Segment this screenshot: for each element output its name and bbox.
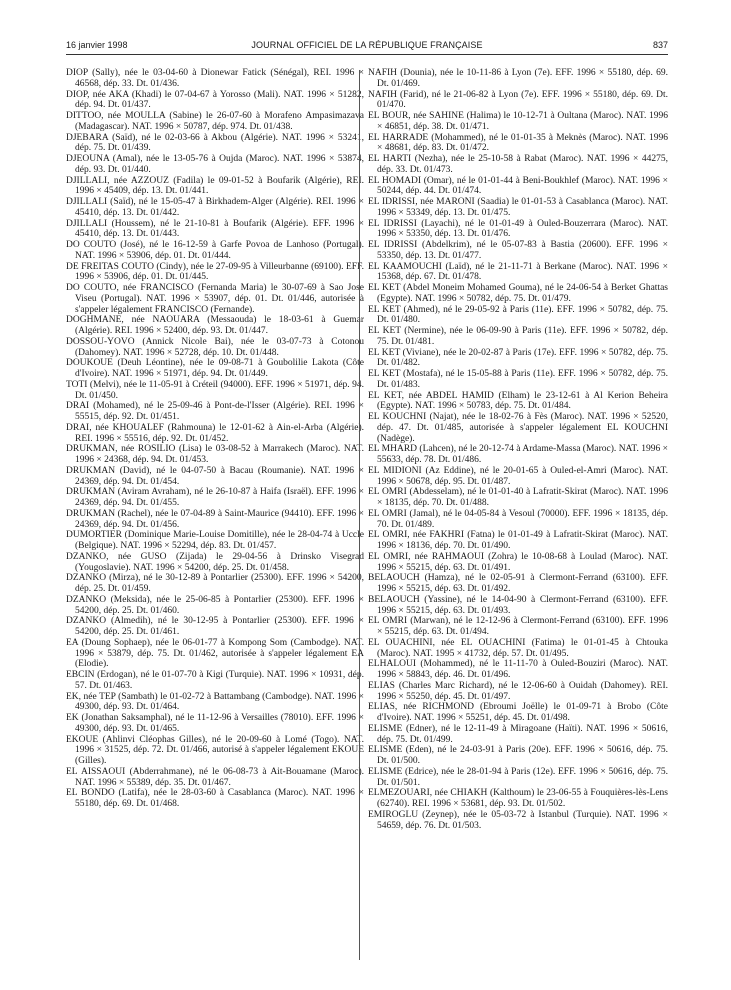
registry-entry: DJEOUNA (Amal), née le 13-05-76 à Oujda (Maroc). NAT. 1996 × 53874, dép. 93. Dt. 01/440. bbox=[66, 154, 364, 175]
registry-entry: DZANKO, née GUSO (Zijada) le 29-04-56 à Drinsko Visegrad (Yougoslavie). NAT. 1996 × 54200, dép. 25. Dt. 01/458. bbox=[66, 551, 364, 573]
registry-entry: EL IDRISSI, née MARONI (Saadia) le 01-01-53 à Casablanca (Maroc). NAT. 1996 × 53349, dép. 13. Dt. 01/475. bbox=[368, 197, 668, 218]
registry-entry: DRAI, née KHOUALEF (Rahmouna) le 12-01-62 à Ain-el-Arba (Algérie). REI. 1996 × 55516, dép. 92. Dt. 01/452. bbox=[66, 422, 364, 444]
registry-entry: EL KET (Abdel Moneim Mohamed Gouma), né le 24-06-54 à Berket Ghattas (Egypte). NAT. 1996 × 50782, dép. 75. Dt. 01/479. bbox=[368, 283, 668, 304]
page-header bbox=[66, 40, 668, 54]
registry-entry: TOTI (Melvi), née le 11-05-91 à Créteil (94000). EFF. 1996 × 51971, dép. 94. Dt. 01/450. bbox=[66, 379, 364, 401]
registry-entry: DJILLALI (Houssem), né le 21-10-81 à Boufarik (Algérie). EFF. 1996 × 45410, dép. 13. Dt. 01/443. bbox=[66, 218, 364, 240]
registry-entry: EL AISSAOUI (Abderrahmane), né le 06-08-73 à Ait-Bouamane (Maroc). NAT. 1996 × 55389, dép. 35. Dt. 01/467. bbox=[66, 766, 364, 788]
registry-entry: DIOP (Sally), née le 03-04-60 à Dionewar Fatick (Sénégal), REI. 1996 × 46568, dép. 33. Dt. 01/436. bbox=[66, 68, 364, 89]
registry-entry: EL KAAMOUCHI (Laïd), né le 21-11-71 à Berkane (Maroc). NAT. 1996 × 15368, dép. 67. Dt. 01/478. bbox=[368, 261, 668, 283]
registry-entry: DRUKMAN (Rachel), née le 07-04-89 à Saint-Maurice (94410). EFF. 1996 × 24369, dép. 94. Dt. 01/456. bbox=[66, 508, 364, 530]
registry-entry: DJILLALI, née AZZOUZ (Fadila) le 09-01-52 à Boufarik (Algérie), REI. 1996 × 45409, dép. 13. Dt. 01/441. bbox=[66, 175, 364, 197]
registry-entry: EA (Doung Sophaep), née le 06-01-77 à Kompong Som (Cambodge). NAT. 1996 × 53879, dép. 75. Dt. 01/462, autorisée à s'appeler légalement EA (Elodie). bbox=[66, 637, 364, 670]
registry-entry: DRAI (Mohamed), né le 25-09-46 à Pont-de-l'Isser (Algérie). REI. 1996 × 55515, dép. 92. Dt. 01/451. bbox=[66, 401, 364, 422]
registry-entry: EL BOUR, née SAHINE (Halima) le 10-12-71 à Oultana (Maroc). NAT. 1996 × 46851, dép. 38. Dt. 01/471. bbox=[368, 111, 668, 132]
registry-entry: EL KOUCHNI (Najat), née le 18-02-76 à Fès (Maroc). NAT. 1996 × 52520, dép. 47. Dt. 01/485, autorisée à s'appeler légalement EL KOUCHNI (Nadège). bbox=[368, 412, 668, 444]
registry-entry: EL MIDIONI (Az Eddine), né le 20-01-65 à Ouled-el-Amri (Maroc). NAT. 1996 × 50678, dép. 95. Dt. 01/487. bbox=[368, 465, 668, 487]
registry-entry: EL KET, née ABDEL HAMID (Elham) le 23-12-61 à Al Kerion Beheira (Egypte). NAT. 1996 × 50783, dép. 75. Dt. 01/484. bbox=[368, 390, 668, 412]
registry-entry: EL KET (Mostafa), né le 15-05-88 à Paris (11e). EFF. 1996 × 50782, dép. 75. Dt. 01/483. bbox=[368, 369, 668, 390]
registry-entry: BELAOUCH (Hamza), né le 02-05-91 à Clermont-Ferrand (63100). EFF. 1996 × 55215, dép. 63. Dt. 01/492. bbox=[368, 573, 668, 594]
registry-entry: DOSSOU-YOVO (Annick Nicole Bai), née le 03-07-73 à Cotonou (Dahomey). NAT. 1996 × 52728, dép. 10. Dt. 01/448. bbox=[66, 336, 364, 358]
journal-title: JOURNAL OFFICIEL DE LA RÉPUBLIQUE FRANÇAISE bbox=[251, 40, 483, 50]
registry-entry: DZANKO (Almedih), né le 30-12-95 à Pontarlier (25300). EFF. 1996 × 54200, dép. 25. Dt. 01/461. bbox=[66, 616, 364, 637]
registry-entry: EMIROGLU (Zeynep), née le 05-03-72 à Istanbul (Turquie). NAT. 1996 × 54659, dép. 76. Dt. 01/503. bbox=[368, 809, 668, 831]
registry-entry: EL IDRISSI (Abdelkrim), né le 05-07-83 à Bastia (20600). EFF. 1996 × 53350, dép. 13. Dt. 01/477. bbox=[368, 240, 668, 261]
registry-entry: ELHALOUI (Mohammed), né le 11-11-70 à Ouled-Bouziri (Maroc). NAT. 1996 × 58843, dép. 46. Dt. 01/496. bbox=[368, 659, 668, 680]
registry-entry: DJILLALI (Saïd), né le 15-05-47 à Birkhadem-Alger (Algérie). REI. 1996 × 45410, dép. 13. Dt. 01/442. bbox=[66, 197, 364, 218]
registry-entry: EL KET (Viviane), née le 20-02-87 à Paris (17e). EFF. 1996 × 50782, dép. 75. Dt. 01/482. bbox=[368, 347, 668, 369]
registry-entry: ELIAS (Charles Marc Richard), né le 12-06-60 à Ouidah (Dahomey). REI. 1996 × 55250, dép. 45. Dt. 01/497. bbox=[368, 680, 668, 702]
registry-entry: EL IDRISSI (Layachi), né le 01-01-49 à Ouled-Bouzerrara (Maroc). NAT. 1996 × 53350, dép. 13. Dt. 01/476. bbox=[368, 218, 668, 240]
registry-entry: EL OMRI (Abdesselam), né le 01-01-40 à Lafratit-Skirat (Maroc). NAT. 1996 × 18135, dép. 70. Dt. 01/488. bbox=[368, 487, 668, 508]
header-date: 16 janvier 1998 bbox=[66, 40, 128, 50]
column-divider bbox=[359, 70, 360, 960]
registry-entry: EL OMRI (Marwan), né le 12-12-96 à Clermont-Ferrand (63100). EFF. 1996 × 55215, dép. 63. Dt. 01/494. bbox=[368, 616, 668, 637]
registry-entry: EL OMRI, née FAKHRI (Fatna) le 01-01-49 à Lafratit-Skirat (Maroc). NAT. 1996 × 18136, dép. 70. Dt. 01/490. bbox=[368, 530, 668, 551]
registry-entry: DIOP, née AKA (Khadi) le 07-04-67 à Yorosso (Mali). NAT. 1996 × 51282, dép. 94. Dt. 01/437. bbox=[66, 89, 364, 111]
registry-entry: EL KET (Nermine), née le 06-09-90 à Paris (11e). EFF. 1996 × 50782, dép. 75. Dt. 01/481. bbox=[368, 326, 668, 347]
registry-entry: EL HARRADE (Mohammed), né le 01-01-35 à Meknès (Maroc). NAT. 1996 × 48681, dép. 83. Dt. 01/472. bbox=[368, 132, 668, 154]
registry-entry: DO COUTO, née FRANCISCO (Fernanda Maria) le 30-07-69 à Sao Jose Viseu (Portugal). NAT. 1996 × 53907, dép. 01. Dt. 01/446, autorisée à s'appeler légalement FRANCISCO (Fernande). bbox=[66, 283, 364, 315]
registry-entry: EL OMRI (Jamal), né le 04-05-84 à Vesoul (70000). EFF. 1996 × 18135, dép. 70. Dt. 01/489. bbox=[368, 508, 668, 530]
left-column bbox=[66, 68, 364, 810]
registry-entry: EL MHARD (Lahcen), né le 20-12-74 à Ardame-Massa (Maroc). NAT. 1996 × 55633, dép. 78. Dt. 01/486. bbox=[368, 444, 668, 465]
registry-entry: DOGHMANE, née NAOUARA (Messaouda) le 18-03-61 à Guemar (Algérie). REI. 1996 × 52400, dép. 93. Dt. 01/447. bbox=[66, 315, 364, 336]
registry-entry: EL KET (Ahmed), né le 29-05-92 à Paris (11e). EFF. 1996 × 50782, dép. 75. Dt. 01/480. bbox=[368, 304, 668, 326]
registry-entry: ELISME (Edrice), née le 28-01-94 à Paris (12e). EFF. 1996 × 50616, dép. 75. Dt. 01/501. bbox=[368, 766, 668, 788]
registry-entry: EL OMRI, née RAHMAOUI (Zohra) le 10-08-68 à Loulad (Maroc). NAT. 1996 × 55215, dép. 63. Dt. 01/491. bbox=[368, 551, 668, 573]
header-rule bbox=[66, 54, 668, 55]
registry-entry: DO COUTO (José), né le 16-12-59 à Garfe Povoa de Lanhoso (Portugal). NAT. 1996 × 53906, dép. 01. Dt. 01/444. bbox=[66, 240, 364, 261]
registry-entry: ELMEZOUARI, née CHIAKH (Kalthoum) le 23-06-55 à Fouquières-lès-Lens (62740). REI. 1996 × 53681, dép. 93. Dt. 01/502. bbox=[368, 788, 668, 809]
registry-entry: ELISME (Eden), né le 24-03-91 à Paris (20e). EFF. 1996 × 50616, dép. 75. Dt. 01/500. bbox=[368, 745, 668, 766]
right-column bbox=[368, 68, 668, 831]
registry-entry: DRUKMAN (Aviram Avraham), né le 26-10-87 à Haifa (Israël). EFF. 1996 × 24369, dép. 94. Dt. 01/455. bbox=[66, 487, 364, 508]
registry-entry: BELAOUCH (Yassine), né le 14-04-90 à Clermont-Ferrand (63100). EFF. 1996 × 55215, dép. 63. Dt. 01/493. bbox=[368, 594, 668, 616]
registry-entry: DZANKO (Meksida), née le 25-06-85 à Pontarlier (25300). EFF. 1996 × 54200, dép. 25. Dt. 01/460. bbox=[66, 594, 364, 616]
registry-entry: DITTOO, née MOULLA (Sabine) le 26-07-60 à Morafeno Ampasimazava (Madagascar). NAT. 1996 × 50787, dép. 974. Dt. 01/438. bbox=[66, 111, 364, 132]
registry-entry: DOUKOUE (Deuh Léontine), née le 09-08-71 à Goubolilie Lakota (Côte d'Ivoire). NAT. 1996 × 51971, dép. 94. Dt. 01/449. bbox=[66, 358, 364, 379]
registry-entry: DUMORTIER (Dominique Marie-Louise Domitille), née le 28-04-74 à Uccle (Belgique). NAT. 1996 × 52294, dép. 83. Dt. 01/457. bbox=[66, 530, 364, 551]
registry-entry: NAFIH (Farid), né le 21-06-82 à Lyon (7e). EFF. 1996 × 55180, dép. 69. Dt. 01/470. bbox=[368, 89, 668, 111]
registry-entry: DRUKMAN, née ROSILIO (Lisa) le 03-08-52 à Marrakech (Maroc). NAT. 1996 × 24368, dép. 94. Dt. 01/453. bbox=[66, 444, 364, 465]
registry-entry: DRUKMAN (David), né le 04-07-50 à Bacau (Roumanie). NAT. 1996 × 24369, dép. 94. Dt. 01/454. bbox=[66, 465, 364, 487]
registry-entry: EL OUACHINI, née EL OUACHINI (Fatima) le 01-01-45 à Chtouka (Maroc). NAT. 1995 × 41732, dép. 57. Dt. 01/495. bbox=[368, 637, 668, 659]
registry-entry: EL HOMADI (Omar), né le 01-01-44 à Beni-Boukhlef (Maroc). NAT. 1996 × 50244, dép. 44. Dt. 01/474. bbox=[368, 175, 668, 197]
registry-entry: DZANKO (Mirza), né le 30-12-89 à Pontarlier (25300). EFF. 1996 × 54200, dép. 25. Dt. 01/459. bbox=[66, 573, 364, 594]
registry-entry: EKOUE (Ahlinvi Cléophas Gilles), né le 20-09-60 à Lomé (Togo). NAT. 1996 × 31525, dép. 72. Dt. 01/466, autorisé à s'appeler légalement EKOUE (Gilles). bbox=[66, 734, 364, 766]
registry-entry: EL HARTI (Nezha), née le 25-10-58 à Rabat (Maroc). NAT. 1996 × 44275, dép. 33. Dt. 01/473. bbox=[368, 154, 668, 175]
registry-entry: DE FREITAS COUTO (Cindy), née le 27-09-95 à Villeurbanne (69100). EFF. 1996 × 53906, dép. 01. Dt. 01/445. bbox=[66, 261, 364, 283]
registry-entry: ELISME (Edner), né le 12-11-49 à Miragoane (Haïti). NAT. 1996 × 50616, dép. 75. Dt. 01/499. bbox=[368, 723, 668, 745]
registry-entry: DJEBARA (Saïd), né le 02-03-66 à Akbou (Algérie). NAT. 1996 × 53241, dép. 75. Dt. 01/439. bbox=[66, 132, 364, 154]
registry-entry: EBCIN (Erdogan), né le 01-07-70 à Kigi (Turquie). NAT. 1996 × 10931, dép. 57. Dt. 01/463. bbox=[66, 670, 364, 691]
registry-entry: EK, née TEP (Sambath) le 01-02-72 à Battambang (Cambodge). NAT. 1996 × 49300, dép. 93. Dt. 01/464. bbox=[66, 691, 364, 713]
registry-entry: NAFIH (Dounia), née le 10-11-86 à Lyon (7e). EFF. 1996 × 55180, dép. 69. Dt. 01/469. bbox=[368, 68, 668, 89]
registry-entry: EK (Jonathan Saksamphal), né le 11-12-96 à Versailles (78010). EFF. 1996 × 49300, dép. 93. Dt. 01/465. bbox=[66, 713, 364, 734]
page-number: 837 bbox=[652, 40, 668, 50]
registry-entry: ELIAS, née RICHMOND (Ebroumi Joëlle) le 01-09-71 à Brobo (Côte d'Ivoire). NAT. 1996 × 55251, dép. 45. Dt. 01/498. bbox=[368, 702, 668, 723]
registry-entry: EL BONDO (Latifa), née le 28-03-60 à Casablanca (Maroc). NAT. 1996 × 55180, dép. 69. Dt. 01/468. bbox=[66, 788, 364, 809]
